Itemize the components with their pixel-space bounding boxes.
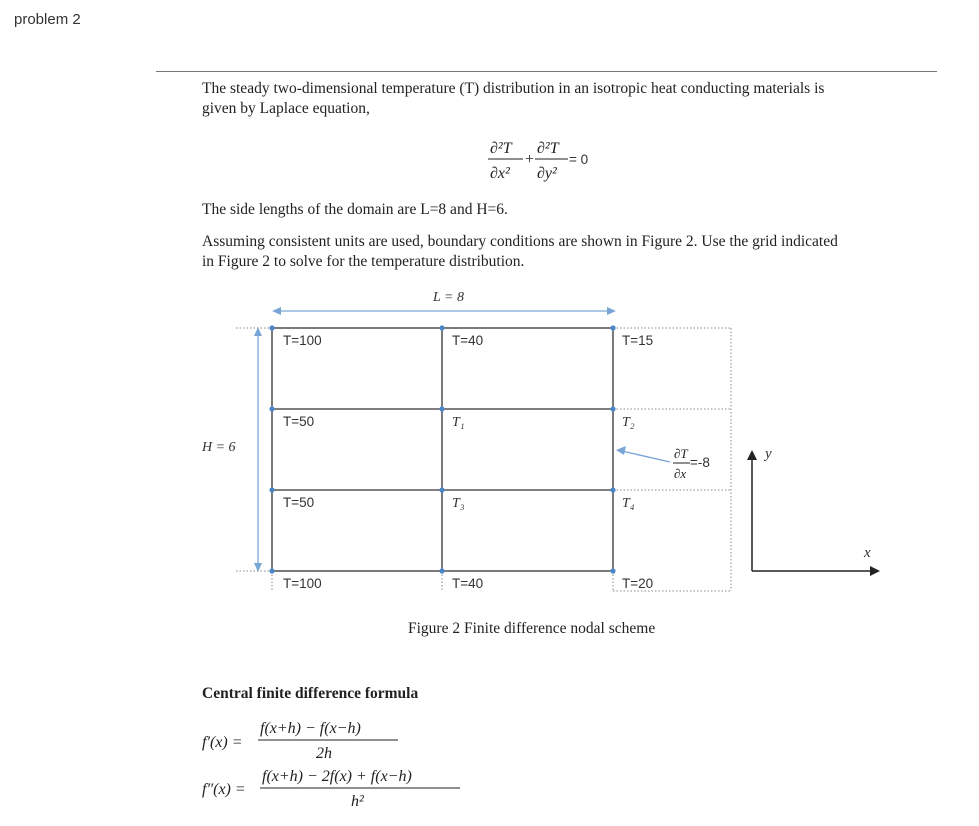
node-labels	[283, 333, 653, 591]
laplace-equation	[488, 140, 588, 182]
page-header: problem 2	[14, 11, 81, 28]
height-dimension	[201, 327, 262, 572]
node-point	[610, 406, 615, 411]
node-point	[269, 406, 274, 411]
node-point	[439, 487, 444, 492]
laplace-plus: +	[525, 151, 535, 168]
node-label-r3c0: T=100	[283, 576, 322, 591]
flux-num: ∂T	[674, 446, 688, 461]
formula-1-lhs: f′(x) =	[202, 734, 243, 751]
bc-line-2: in Figure 2 to solve for the temperature distribution.	[202, 253, 525, 270]
node-label-r3c1: T=40	[452, 576, 484, 591]
x-axis-arrow	[870, 566, 880, 576]
sides-text: The side lengths of the domain are L=8 and H=6.	[202, 201, 508, 218]
bc-line-1: Assuming consistent units are used, boundary conditions are shown in Figure 2. Use the grid indicated	[202, 233, 838, 250]
flux-arrow-line	[622, 451, 670, 462]
y-axis-arrow	[747, 450, 757, 460]
y-axis-label: y	[765, 446, 772, 462]
x-axis-label: x	[864, 545, 871, 561]
formula-1-denominator: 2h	[316, 745, 332, 762]
laplace-den-2: ∂y²	[537, 165, 557, 182]
node-label-r2c2: T₄	[622, 496, 635, 511]
node-label-r3c2: T=20	[622, 576, 654, 591]
laplace-num-1: ∂²T	[490, 140, 512, 157]
node-point	[439, 568, 444, 573]
formula-2-denominator: h²	[351, 793, 364, 810]
node-label-r1c2: T₂	[622, 415, 635, 430]
node-point	[610, 325, 615, 330]
node-label-r0c0: T=100	[283, 333, 322, 348]
node-point	[610, 487, 615, 492]
node-point	[439, 325, 444, 330]
node-point	[269, 487, 274, 492]
length-dimension	[272, 290, 616, 315]
laplace-rhs: = 0	[569, 152, 589, 167]
node-point	[269, 568, 274, 573]
node-point	[439, 406, 444, 411]
coordinate-axes	[747, 446, 880, 576]
node-label-r0c2: T=15	[622, 333, 654, 348]
finite-difference-formulas	[202, 720, 460, 810]
grid	[272, 328, 613, 591]
length-arrow-head-left	[272, 307, 281, 315]
length-arrow-head-right	[607, 307, 616, 315]
formula-1-numerator: f(x+h) − f(x−h)	[260, 720, 361, 737]
node-label-r2c0: T=50	[283, 495, 315, 510]
intro-line-2: given by Laplace equation,	[202, 100, 370, 117]
intro-line-1: The steady two-dimensional temperature (T) distribution in an isotropic heat conducting materials is	[202, 80, 825, 97]
laplace-num-2: ∂²T	[537, 140, 559, 157]
node-label-r2c1: T₃	[452, 496, 465, 511]
node-label-r1c0: T=50	[283, 414, 315, 429]
flux-arrow-head	[616, 446, 626, 455]
flux-value: =-8	[690, 455, 710, 470]
formulas-title: Central finite difference formula	[202, 685, 419, 702]
height-label: H = 6	[202, 440, 236, 455]
node-point	[269, 325, 274, 330]
figure-caption: Figure 2 Finite difference nodal scheme	[408, 620, 656, 637]
node-point	[610, 568, 615, 573]
formula-2-lhs: f″(x) =	[202, 781, 246, 798]
length-label: L = 8	[433, 290, 464, 305]
node-label-r1c1: T₁	[452, 415, 465, 430]
flux-den: ∂x	[674, 466, 687, 481]
formula-2-numerator: f(x+h) − 2f(x) + f(x−h)	[262, 768, 412, 785]
laplace-den-1: ∂x²	[490, 165, 510, 182]
node-label-r0c1: T=40	[452, 333, 484, 348]
flux-condition	[616, 446, 710, 481]
